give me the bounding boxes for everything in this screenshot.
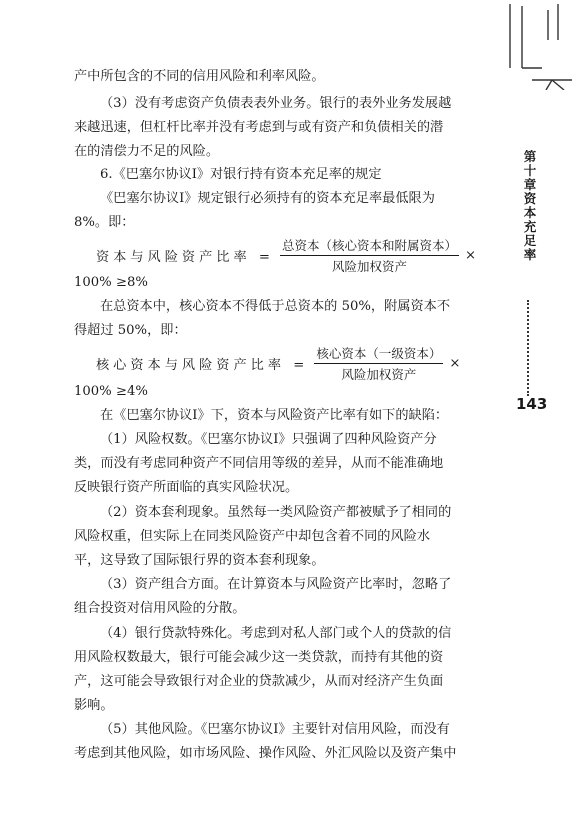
text-line: 产，这可能会导致银行对企业的贷款减少，从而对经济产生负面 [74,674,444,689]
formula-lhs: 资本与风险资产比率 = [96,250,274,265]
text-line: 类，而没有考虑同种资产不同信用等级的差异，从而不能准确地 [74,456,444,471]
text-line: （3）资产组合方面。在计算资本与风险资产比率时，忽略了 [100,577,452,592]
formula-capital-ratio [96,236,476,275]
text-line: 考虑到其他风险，如市场风险、操作风险、外汇风险以及资产集中 [74,746,457,761]
text-line: （5）其他风险。《巴塞尔协议Ⅰ》主要针对信用风险，而没有 [100,722,450,737]
text-line: 来越迅速，但杠杆比率并没有考虑到与或有资产和负债相关的潜 [74,120,444,135]
text-line: 在总资本中，核心资本不得低于总资本的 50%，附属资本不 [100,299,451,314]
text-line: 得超过 50%，即： [74,323,187,338]
formula-fraction [280,236,459,275]
formula-fraction [314,344,443,383]
text-line: 用风险权数最大，银行可能会减少这一类贷款，而持有其他的资 [74,650,444,665]
formula-times: × [449,356,461,371]
chapter-header-decoration [502,0,576,90]
text-line: 风险权重，但实际上在同类风险资产中却包含着不同的风险水 [74,529,431,544]
text-line: 《巴塞尔协议Ⅰ》规定银行必须持有的资本充足率最低限为 [100,191,435,206]
chapter-dot-leader [527,300,535,396]
section-heading: 6.《巴塞尔协议Ⅰ》对银行持有资本充足率的规定 [100,167,382,182]
page-number: 143 [516,395,548,413]
text-line: （1）风险权数。《巴塞尔协议Ⅰ》只强调了四种风险资产分 [100,432,437,447]
text-line: 组合投资对信用风险的分散。 [74,601,246,616]
text-line: 8%。即： [74,215,135,230]
text-line: 反映银行资产所面临的真实风险状况。 [74,480,299,495]
text-line: 在《巴塞尔协议Ⅰ》下，资本与风险资产比率有如下的缺陷： [100,408,449,423]
chapter-title: 第十章 资本充足率 [523,149,537,262]
formula-times: × [464,248,477,263]
text-line: （2）资本套利现象。虽然每一类风险资产都被赋予了相同的 [100,505,452,520]
text-line: （4）银行贷款特殊化。考虑到对私人部门或个人的贷款的信 [100,626,452,641]
formula-numerator: 总资本（核心资本和附属资本） [280,236,459,256]
formula-denominator: 风险加权资产 [331,259,407,274]
text-line: 产中所包含的不同的信用风险和利率风险。 [74,69,325,84]
text-line: 影响。 [74,698,114,713]
text-line: 100% ≥4% [74,384,148,399]
text-line: 在的清偿力不足的风险。 [74,144,220,159]
text-line: 平，这导致了国际银行界的资本套利现象。 [74,553,325,568]
formula-numerator: 核心资本（一级资本） [314,344,443,364]
formula-denominator: 风险加权资产 [341,367,417,382]
formula-core-capital-ratio [96,344,460,383]
text-line: 100% ≥8% [74,275,148,290]
formula-lhs: 核心资本与风险资产比率 = [96,358,309,373]
text-line: （3）没有考虑资产负债表表外业务。银行的表外业务发展越 [100,96,452,111]
